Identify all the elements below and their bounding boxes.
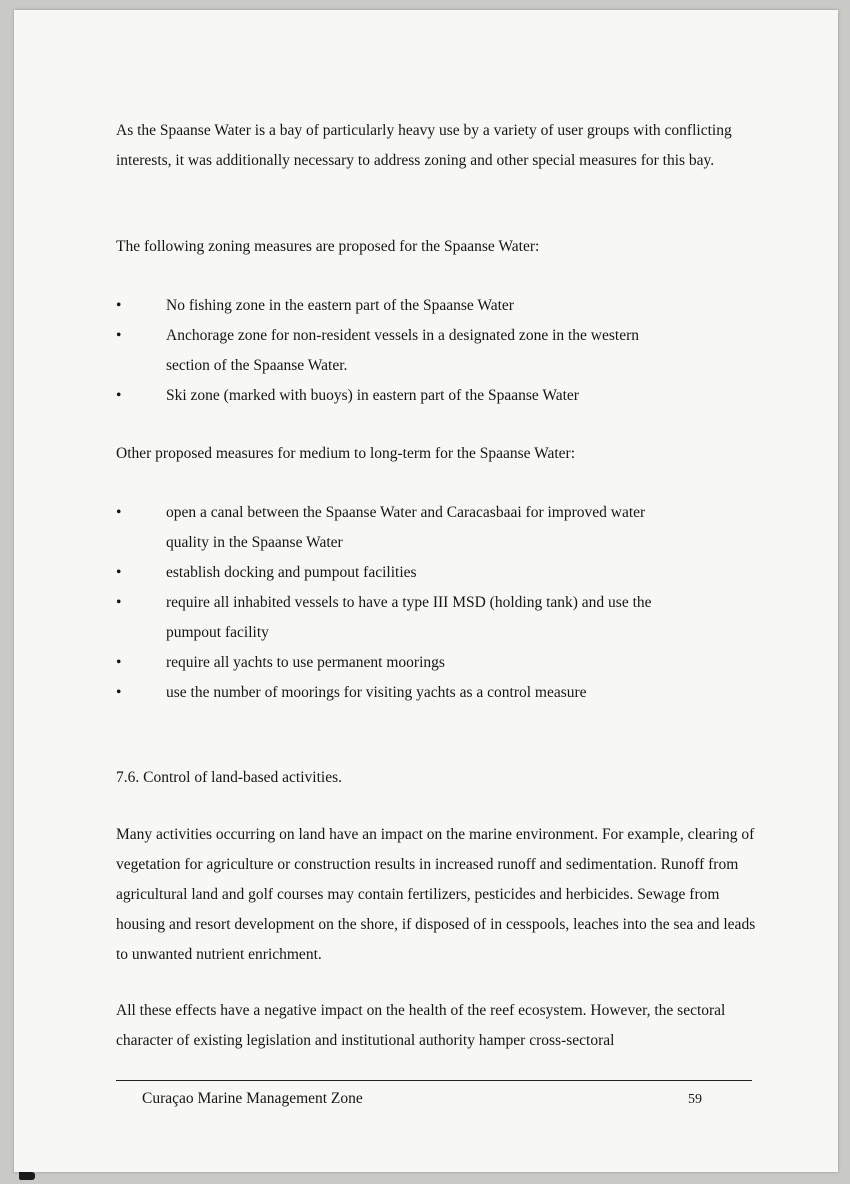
list-item: • Anchorage zone for non-resident vessels in a designated zone in the western section of the Spaanse Water. [116, 321, 756, 381]
zoning-measures-list [116, 291, 756, 411]
section-heading: 7.6. Control of land-based activities. [116, 769, 342, 786]
other-measures-intro-paragraph: Other proposed measures for medium to long-term for the Spaanse Water: [116, 445, 576, 462]
bullet-icon: • [116, 504, 122, 521]
footer-title: Curaçao Marine Management Zone [142, 1090, 363, 1107]
bullet-icon: • [116, 564, 122, 581]
list-item: • Ski zone (marked with buoys) in eastern part of the Spaanse Water [116, 381, 756, 411]
list-item: • use the number of moorings for visiting yachts as a control measure [116, 678, 756, 708]
footer-rule [116, 1080, 752, 1081]
other-measures-list [116, 498, 756, 708]
intro-paragraph: As the Spaanse Water is a bay of particularly heavy use by a variety of user groups with conflicting interests, it was additionally necessary to address zoning and other special measures for this bay. [116, 122, 732, 169]
reef-effects-paragraph: All these effects have a negative impact on the health of the reef ecosystem. However, the sectoral character of existing legislation and institutional authority hamper cross-sectoral [116, 1002, 726, 1049]
bullet-icon: • [116, 387, 122, 404]
list-item: • establish docking and pumpout facilities [116, 558, 756, 588]
page-number: 59 [688, 1092, 702, 1107]
bullet-icon: • [116, 684, 122, 701]
bullet-icon: • [116, 327, 122, 344]
list-item: • open a canal between the Spaanse Water and Caracasbaai for improved water quality in the Spaanse Water [116, 498, 756, 558]
list-item: • require all yachts to use permanent moorings [116, 648, 756, 678]
land-activities-paragraph: Many activities occurring on land have an impact on the marine environment. For example, clearing of vegetation for agriculture or construction results in increased runoff and sedimentation. Runoff from agricultural land and golf courses may contain fertilizers, pesticides and herbicides. Sewage from housing and resort development on the shore, if disposed of in cesspools, leaches into the sea and leads to unwanted nutrient enrichment. [116, 826, 756, 963]
bullet-icon: • [116, 654, 122, 671]
zoning-intro-paragraph: The following zoning measures are proposed for the Spaanse Water: [116, 238, 540, 255]
list-item: • require all inhabited vessels to have a type III MSD (holding tank) and use the pumpout facility [116, 588, 756, 648]
list-item: • No fishing zone in the eastern part of the Spaanse Water [116, 291, 756, 321]
bullet-icon: • [116, 297, 122, 314]
bullet-icon: • [116, 594, 122, 611]
